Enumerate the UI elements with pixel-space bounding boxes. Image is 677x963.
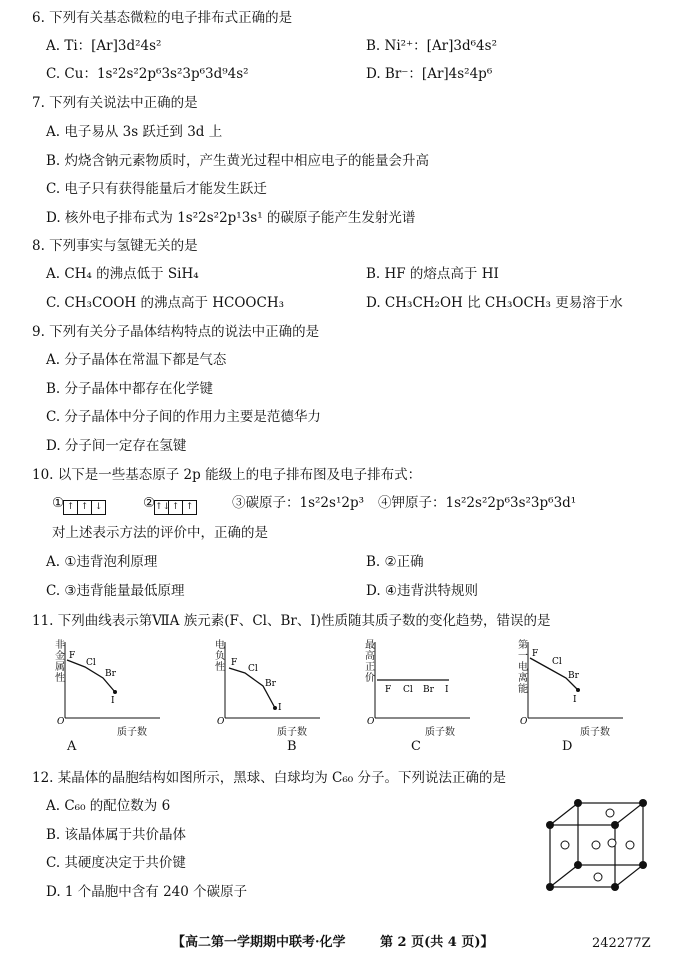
footer-code: 242277Z <box>592 936 651 951</box>
q6-option-d: D. Br⁻：[Ar]4s²4p⁶ <box>366 66 493 82</box>
point-label: F <box>69 651 76 661</box>
graph-b-label: B <box>287 739 297 754</box>
q10-option-d: D. ④违背洪特规则 <box>366 583 479 599</box>
point-label: Br <box>423 685 434 695</box>
q10-item-4: ④钾原子：1s²2s²2p⁶3s²3p⁶3d¹ <box>378 495 577 511</box>
q11-graph-a <box>55 640 165 754</box>
q9-option-d: D. 分子间一定存在氢键 <box>46 438 187 454</box>
orbital-box: ↓ <box>91 500 106 515</box>
graph-y-label: 非金属性 <box>55 640 65 684</box>
graph-d-plot <box>518 640 628 725</box>
graph-c-label: C <box>411 739 421 754</box>
origin-label: O <box>57 717 65 725</box>
graph-d-label: D <box>562 739 573 754</box>
q10-option-a: A. ①违背泡利原理 <box>46 554 158 570</box>
graph-a-plot <box>55 640 165 725</box>
q10-stem: 10. 以下是一些基态原子 2p 能级上的电子排布图及电子排布式： <box>32 467 422 483</box>
q7-option-b: B. 灼烧含钠元素物质时，产生黄光过程中相应电子的能量会升高 <box>46 153 430 169</box>
q11-stem: 11. 下列曲线表示第ⅦA 族元素(F、Cl、Br、I)性质随其质子数的变化趋势，错误的是 <box>32 613 551 629</box>
point-label: Cl <box>552 657 562 667</box>
q10-item-2-number: ② <box>143 495 156 511</box>
graph-x-label: 质子数 <box>117 727 147 738</box>
orbital-box: ↑↓ <box>154 500 169 515</box>
q7-option-a: A. 电子易从 3s 跃迁到 3d 上 <box>46 124 223 140</box>
point-label: Br <box>105 669 116 679</box>
q12-option-a: A. C₆₀ 的配位数为 6 <box>46 798 171 814</box>
footer-title: 【高二第一学期期中联考·化学 <box>172 935 346 950</box>
graph-y-label: 第一电离能 <box>518 640 528 695</box>
origin-label: O <box>217 717 225 725</box>
orbital-box: ↑ <box>182 500 197 515</box>
q10-option-b: B. ②正确 <box>366 554 424 570</box>
q12-option-d: D. 1 个晶胞中含有 240 个碳原子 <box>46 884 248 900</box>
point-i <box>273 706 277 710</box>
graph-x-label: 质子数 <box>580 727 610 738</box>
point-label: Cl <box>86 658 96 668</box>
origin-label: O <box>520 717 528 725</box>
q9-stem: 9. 下列有关分子晶体结构特点的说法中正确的是 <box>32 324 320 340</box>
q6-option-c: C. Cu：1s²2s²2p⁶3s²3p⁶3d⁹4s² <box>46 66 249 82</box>
q11-graph-b <box>215 640 325 754</box>
q6-option-a: A. Ti：[Ar]3d²4s² <box>46 38 162 54</box>
point-label: F <box>385 685 392 695</box>
graph-c-plot <box>365 640 475 725</box>
q12-option-b: B. 该晶体属于共价晶体 <box>46 827 187 843</box>
q9-option-c: C. 分子晶体中分子间的作用力主要是范德华力 <box>46 409 321 425</box>
q10-item-3: ③碳原子：1s²2s¹2p³ <box>232 495 365 511</box>
point-label: I <box>111 696 115 706</box>
q12-stem: 12. 某晶体的晶胞结构如图所示，黑球、白球均为 C₆₀ 分子。下列说法正确的是 <box>32 770 506 786</box>
q11-graph-c <box>365 640 475 754</box>
q8-option-c: C. CH₃COOH 的沸点高于 HCOOCH₃ <box>46 295 285 311</box>
q11-graph-d <box>518 640 628 754</box>
point-label: I <box>573 695 577 705</box>
graph-b-plot <box>215 640 325 725</box>
graph-x-label: 质子数 <box>277 727 307 738</box>
q6-stem: 6. 下列有关基态微粒的电子排布式正确的是 <box>32 10 293 26</box>
point-label: Br <box>568 671 579 681</box>
q8-stem: 8. 下列事实与氢键无关的是 <box>32 238 198 254</box>
q10-option-c: C. ③违背能量最低原理 <box>46 583 185 599</box>
q7-option-d: D. 核外电子排布式为 1s²2s²2p¹3s¹ 的碳原子能产生发射光谱 <box>46 210 416 226</box>
graph-y-label: 最高正价 <box>365 640 375 684</box>
crystal-unit-cell-figure <box>540 795 660 895</box>
footer-page: 第 2 页(共 4 页)】 <box>380 935 494 950</box>
q6-option-b: B. Ni²⁺：[Ar]3d⁶4s² <box>366 38 497 54</box>
q7-stem: 7. 下列有关说法中正确的是 <box>32 95 198 111</box>
q12-option-c: C. 其硬度决定于共价键 <box>46 855 186 871</box>
graph-y-label: 电负性 <box>215 640 225 673</box>
point-label: F <box>532 649 539 659</box>
q8-option-a: A. CH₄ 的沸点低于 SiH₄ <box>46 266 199 282</box>
q10-item-2 <box>143 497 197 515</box>
q10-eval: 对上述表示方法的评价中，正确的是 <box>52 525 268 541</box>
q10-item-1-number: ① <box>52 495 65 511</box>
q8-option-d: D. CH₃CH₂OH 比 CH₃OCH₃ 更易溶于水 <box>366 295 623 311</box>
q7-option-c: C. 电子只有获得能量后才能发生跃迁 <box>46 181 267 197</box>
q9-option-a: A. 分子晶体在常温下都是气态 <box>46 352 227 368</box>
q9-option-b: B. 分子晶体中都存在化学键 <box>46 381 214 397</box>
orbital-box: ↑ <box>63 500 78 515</box>
point-label: Cl <box>403 685 413 695</box>
graph-a-label: A <box>67 739 77 754</box>
orbital-box: ↑ <box>77 500 92 515</box>
q10-item-1 <box>52 497 106 515</box>
q8-option-b: B. HF 的熔点高于 HI <box>366 266 499 282</box>
point-label: F <box>231 658 238 668</box>
point-label: Br <box>265 679 276 689</box>
point-label: Cl <box>248 664 258 674</box>
point-i <box>113 690 117 694</box>
point-label: I <box>278 703 282 713</box>
graph-x-label: 质子数 <box>425 727 455 738</box>
origin-label: O <box>367 717 375 725</box>
point-label: I <box>445 685 449 695</box>
orbital-box: ↑ <box>168 500 183 515</box>
point-i <box>576 688 580 692</box>
